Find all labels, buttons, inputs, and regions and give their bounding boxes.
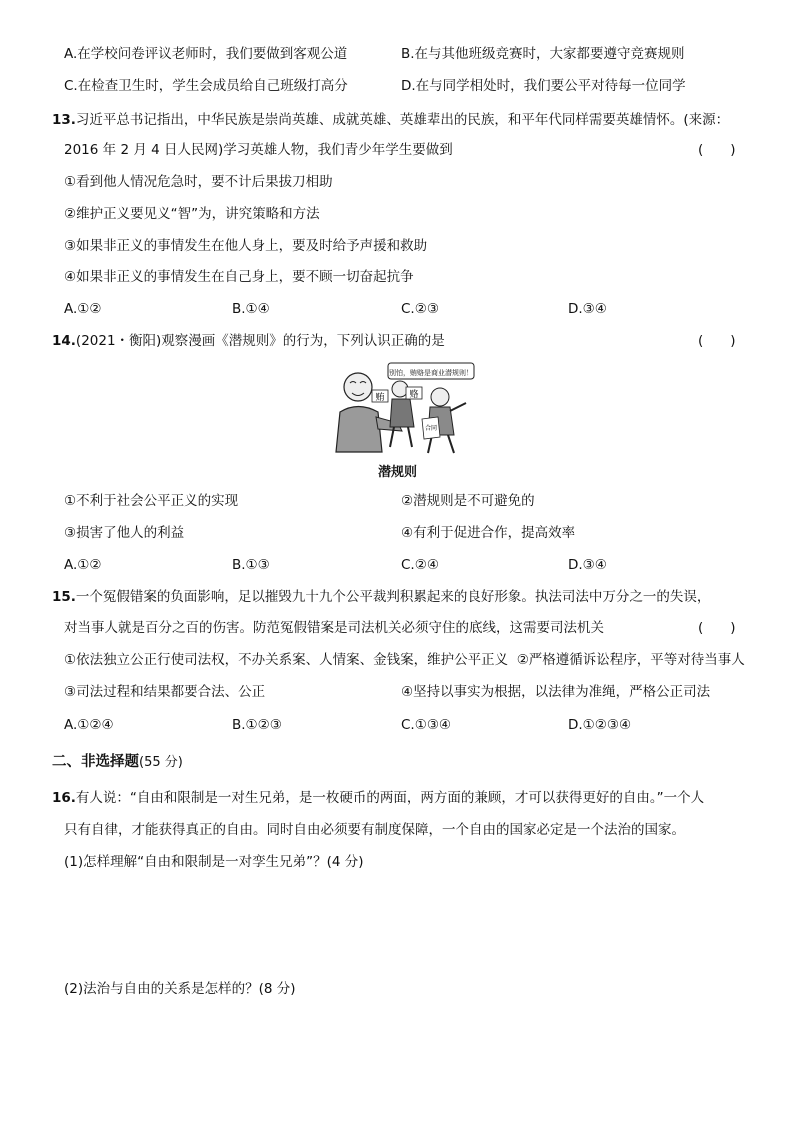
question-15-item-4: ④坚持以事实为根据，以法律为准绳，严格公正司法 [401,684,711,700]
question-14-item-3: ③损害了他人的利益 [64,525,185,541]
question-13-item-3: ③如果非正义的事情发生在他人身上，要及时给予声援和救助 [64,238,428,254]
cartoon-caption: 潜规则 [378,465,418,480]
question-15-items-line-1 [64,651,745,669]
question-15-option-b: B.①②③ [232,717,282,733]
question-15-option-c: C.①③④ [401,717,452,733]
question-14-option-a: A.①② [64,557,102,573]
question-14-answer-paren: ( ) [698,333,736,349]
question-14-item-2: ②潜规则是不可避免的 [401,493,535,509]
section-2-heading [52,750,183,771]
question-16-stem-line-2: 只有自律，才能获得真正的自由。同时自由必须要有制度保障，一个自由的国家必定是一个法治的国家。 [64,822,685,838]
question-16-number: 16. [52,790,76,806]
question-14-stem-text: (2021・衡阳)观察漫画《潜规则》的行为，下列认识正确的是 [75,333,445,349]
question-13-item-4: ④如果非正义的事情发生在自己身上，要不顾一切奋起抗争 [64,269,414,285]
question-13-option-c: C.②③ [401,301,439,317]
question-14-option-b: B.①③ [232,557,270,573]
question-14-stem [52,332,445,350]
q12-option-a: A.在学校问卷评议老师时，我们要做到客观公道 [64,46,348,62]
question-13-item-2: ②维护正义要见义“智”为，讲究策略和方法 [64,206,320,222]
question-14-number: 14. [52,333,76,349]
question-15-stem-line-2: 对当事人就是百分之百的伤害。防范冤假错案是司法机关必须守住的底线，这需要司法机关 [64,620,604,636]
question-13-option-b: B.①④ [232,301,270,317]
question-14-item-1: ①不利于社会公平正义的实现 [64,493,239,509]
section-2-score: (55 分) [139,755,183,770]
question-15-option-a: A.①②④ [64,717,114,733]
question-13-stem-line-1 [52,111,729,129]
question-13-item-1: ①看到他人情况危急时，要不计后果拔刀相助 [64,174,333,190]
question-13-answer-paren: ( ) [698,142,736,158]
question-15-answer-paren: ( ) [698,620,736,636]
question-13-stem-text: 习近平总书记指出，中华民族是崇尚英雄、成就英雄、英雄辈出的民族，和平年代同样需要英雄情怀。(来源： [75,112,730,128]
question-16-sub-1: (1)怎样理解“自由和限制是一对孪生兄弟”？(4 分) [64,854,364,870]
cartoon-contract-paper: 合同 [424,425,438,432]
question-15-item-2: ②严格遵循诉讼程序，平等对待当事人 [516,652,745,668]
question-15-stem-text: 一个冤假错案的负面影响，足以摧毁九十九个公平裁判积累起来的良好形象。执法司法中万分之一的失误， [75,589,711,605]
question-15-stem-line-1 [52,588,710,606]
question-16-stem-line-1 [52,789,704,807]
cartoon-sign-right: 赂 [409,390,419,400]
question-15-item-3: ③司法过程和结果都要合法、公正 [64,684,266,700]
question-15-item-1: ①依法独立公正行使司法权，不办关系案、人情案、金钱案，维护公平正义 [64,652,509,668]
question-13-stem-line-2: 2016 年 2 月 4 日人民网)学习英雄人物，我们青少年学生要做到 [64,142,453,158]
q12-option-d: D.在与同学相处时，我们要公平对待每一位同学 [401,78,686,94]
question-15-number: 15. [52,589,76,605]
question-14-item-4: ④有利于促进合作，提高效率 [401,525,576,541]
question-13-number: 13. [52,112,76,128]
cartoon-sign-left: 贿 [375,393,385,403]
cartoon-speech-bubble-text: 别怕，贿赂是商业潜规则！ [389,369,473,377]
question-14-option-d: D.③④ [568,557,607,573]
q12-option-b: B.在与其他班级竞赛时，大家都要遵守竞赛规则 [401,46,685,62]
section-2-title: 二、非选择题 [52,754,139,770]
question-14-option-c: C.②④ [401,557,439,573]
question-16-sub-2: (2)法治与自由的关系是怎样的？(8 分) [64,981,296,997]
qian-gui-ze-cartoon [328,357,478,457]
question-16-stem-text: 有人说：“自由和限制是一对生兄弟，是一枚硬币的两面，两方面的兼顾，才可以获得更好的自由。”一个人 [75,790,705,806]
question-13-option-a: A.①② [64,301,102,317]
question-13-option-d: D.③④ [568,301,607,317]
q12-option-c: C.在检查卫生时，学生会成员给自己班级打高分 [64,78,348,94]
question-15-option-d: D.①②③④ [568,717,632,733]
